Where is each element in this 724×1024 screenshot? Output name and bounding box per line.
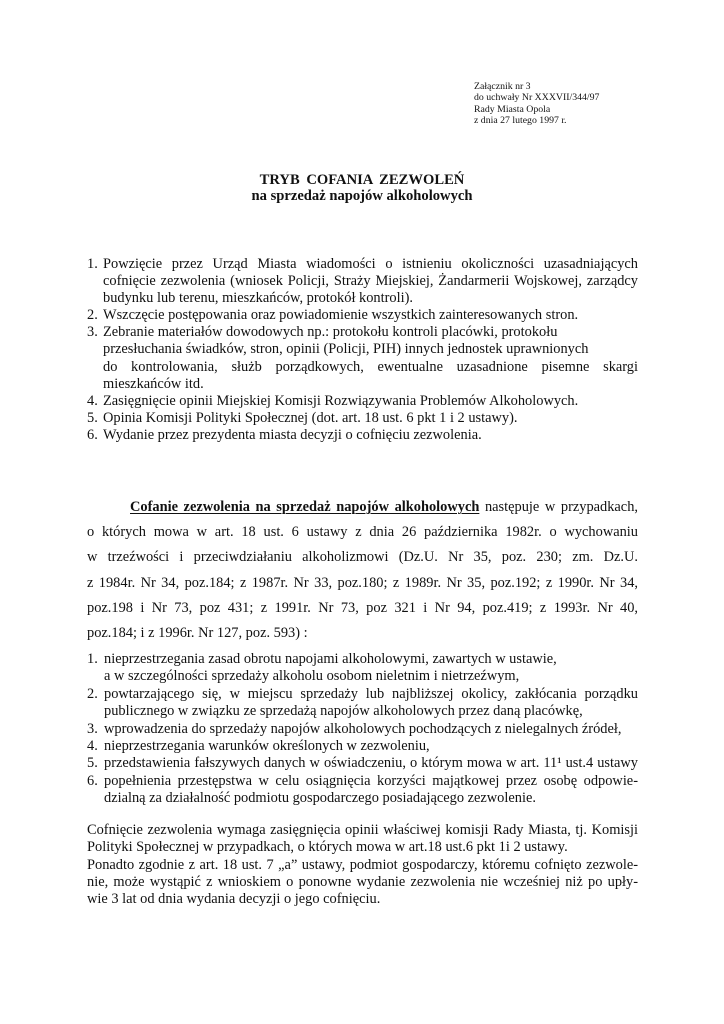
- item-line: publicznego w związku ze sprzedażą napojów alkoholowych przez daną placówkę,: [104, 703, 583, 720]
- item-number: 5.: [87, 755, 98, 772]
- item-line: budynku lub terenu, mieszkańców, protokół kontroli).: [103, 290, 414, 307]
- paragraph-line: Polityki Społecznej w przypadkach, o których mowa w art.18 ust.6 pkt 1i 2 ustawy.: [87, 839, 568, 856]
- procedure-steps-list: [87, 256, 638, 444]
- item-line: cofnięcie zezwolenia (wniosek Policji, Straży Miejskiej, Żandarmerii Wojskowej, zarządcy: [103, 273, 638, 290]
- list-item: [87, 738, 638, 755]
- item-number: 4.: [87, 737, 98, 754]
- item-number: 4.: [87, 392, 98, 409]
- item-number: 5.: [87, 409, 98, 426]
- item-line: nieprzestrzegania warunków określonych w zezwoleniu,: [104, 737, 430, 754]
- item-line: popełnienia przestępstwa w celu osiągnięcia korzyści majątkowej przez osobę odpowie-: [104, 772, 638, 789]
- item-line: przesłuchania świadków, stron, opinii (Policji, PIH) innych jednostek uprawnionych: [103, 341, 589, 358]
- paragraph-line: poz.198 i Nr 73, poz 431; z 1991r. Nr 73, poz 321 i Nr 94, poz.419; z 1993r. Nr 40,: [87, 599, 638, 616]
- item-line: Wydanie przez prezydenta miasta decyzji o cofnięciu zezwolenia.: [103, 426, 482, 443]
- paragraph-line: wie 3 lat od dnia wydania decyzji o jego cofnięciu.: [87, 891, 381, 907]
- revocation-basis-paragraph: [87, 495, 638, 646]
- item-line: dzialną za działalność podmiotu gospodarczego posiadającego zezwolenie.: [104, 790, 536, 807]
- item-number: 1.: [87, 651, 98, 667]
- item-line: wprowadzenia do sprzedaży napojów alkoholowych pochodzących z nielegalnych źródeł,: [104, 720, 622, 737]
- item-number: 1.: [87, 256, 98, 272]
- attachment-note-line: z dnia 27 lutego 1997 r.: [474, 114, 567, 126]
- paragraph-line: o których mowa w art. 18 ust. 6 ustawy z dnia 26 października 1982r. o wychowaniu: [87, 524, 638, 541]
- list-item: [87, 307, 638, 324]
- item-number: 2.: [87, 307, 98, 324]
- paragraph-line: [130, 495, 638, 520]
- item-line: Zebranie materiałów dowodowych np.: protokołu kontroli placówki, protokołu: [103, 324, 558, 341]
- lead-heading: Cofanie zezwolenia na sprzedaż napojów alkoholowych: [130, 499, 480, 515]
- paragraph-line: Cofnięcie zezwolenia wymaga zasięgnięcia opinii właściwej komisji Rady Miasta, tj. Komisji: [87, 822, 638, 838]
- paragraph-line: Ponadto zgodnie z art. 18 ust. 7 „a” ustawy, podmiot gospodarczy, któremu cofnięto zezwole-: [87, 856, 638, 873]
- item-line: Zasięgnięcie opinii Miejskiej Komisji Rozwiązywania Problemów Alkoholowych.: [103, 392, 579, 409]
- paragraph-line: poz.184; i z 1996r. Nr 127, poz. 593) :: [87, 624, 308, 641]
- item-number: 6.: [87, 426, 98, 443]
- list-item: [87, 773, 638, 808]
- list-item: [87, 427, 638, 444]
- title-subtitle: na sprzedaż napojów alkoholowych: [251, 188, 473, 204]
- list-item: [87, 686, 638, 721]
- document-title: [0, 172, 724, 204]
- item-number: 6.: [87, 772, 98, 789]
- item-line: Powzięcie przez Urząd Miasta wiadomości o istnieniu okoliczności uzasadniających: [103, 256, 638, 272]
- attachment-note: [474, 81, 599, 126]
- closing-paragraph: [87, 822, 638, 908]
- list-item: [87, 256, 638, 307]
- paragraph-line: w trzeźwości i przeciwdziałaniu alkoholizmowi (Dz.U. Nr 35, poz. 230; zm. Dz.U.: [87, 549, 638, 566]
- item-line: mieszkańców itd.: [103, 375, 204, 392]
- item-number: 3.: [87, 720, 98, 737]
- item-line: powtarzającego się, w miejscu sprzedaży lub najbliższej okolicy, zakłócania porządku: [104, 685, 638, 702]
- item-number: 3.: [87, 324, 98, 341]
- list-item: [87, 755, 638, 772]
- item-line: Wszczęcie postępowania oraz powiadomienie wszystkich zainteresowanych stron.: [103, 307, 579, 324]
- lead-continuation: następuje w przypadkach,: [484, 499, 638, 515]
- attachment-note-line: do uchwały Nr XXXVII/344/97: [474, 92, 600, 104]
- list-item: [87, 324, 638, 392]
- attachment-note-line: Załącznik nr 3: [474, 81, 531, 92]
- item-number: 2.: [87, 685, 98, 702]
- item-line: przedstawienia fałszywych danych w oświadczeniu, o którym mowa w art. 11¹ ust.4 ustawy: [104, 755, 638, 772]
- item-line: a w szczególności sprzedaży alkoholu osobom nieletnim i nietrzeźwym,: [104, 668, 520, 685]
- item-line: nieprzestrzegania zasad obrotu napojami alkoholowymi, zawartych w ustawie,: [104, 651, 557, 667]
- title-main: TRYB COFANIA ZEZWOLEŃ: [259, 172, 465, 188]
- item-line: do kontrolowania, służb porządkowych, ewentualne uzasadnione pisemne skargi: [103, 358, 638, 375]
- revocation-cases-list: [87, 651, 638, 808]
- attachment-note-line: Rady Miasta Opola: [474, 103, 551, 115]
- list-item: [87, 721, 638, 738]
- item-line: Opinia Komisji Polityki Społecznej (dot. art. 18 ust. 6 pkt 1 i 2 ustawy).: [103, 409, 518, 426]
- paragraph-line: z 1984r. Nr 34, poz.184; z 1987r. Nr 33, poz.180; z 1989r. Nr 35, poz.192; z 1990r. Nr 34,: [87, 574, 638, 591]
- paragraph-line: nie, może wystąpić z wnioskiem o ponowne wydanie zezwolenia nie wcześniej niż po upły-: [87, 873, 638, 890]
- list-item: [87, 393, 638, 410]
- list-item: [87, 651, 638, 686]
- list-item: [87, 410, 638, 427]
